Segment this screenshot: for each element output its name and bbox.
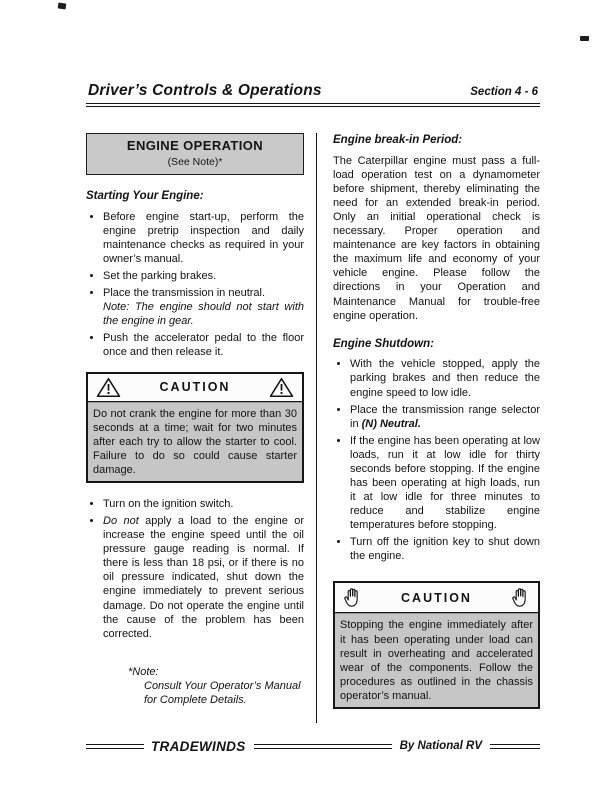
manufacturer-byline: By National RV [399, 740, 482, 753]
list-item [350, 535, 540, 563]
warning-triangle-icon [269, 377, 294, 398]
engine-shutdown-heading: Engine Shutdown: [333, 337, 434, 350]
list-item [103, 210, 304, 266]
brand-name: TRADEWINDS [151, 738, 246, 754]
list-item [103, 331, 304, 359]
footnote-label: *Note: [128, 665, 159, 678]
bullet-text: Place the transmission range selector in [350, 403, 540, 430]
footnote-text: Consult Your Operator’s Manual for Complete Details. [144, 679, 301, 706]
caution-body-text: Do not crank the engine for more than 30 seconds at a time; wait for two minutes after each try to allow the starter to cool. Failure to do so could cause starter damage. [88, 402, 302, 481]
engine-operation-title-box [86, 133, 304, 175]
stop-hand-icon [343, 586, 362, 609]
footer-rule [86, 744, 144, 749]
bullet-text: Turn on the ignition switch. [103, 497, 234, 510]
scan-artifact-mark [580, 36, 589, 41]
header-rule [86, 103, 540, 107]
bullet-note-text: Note: The engine should not start with the engine in gear. [103, 301, 304, 328]
warning-triangle-icon [96, 377, 121, 398]
footer-rule [254, 744, 392, 749]
list-item [103, 269, 304, 283]
bullet-emphasis-text: Do not [103, 515, 139, 528]
section-number: Section 4 - 6 [470, 86, 538, 98]
bullet-text: apply a load to the engine or increase the engine speed until the oil pressure gauge reading is normal. If there is less than 18 psi, or if there is no oil pressure indicated, shut down the engine immediately to prevent serious damage. Do not operate the engine until the cause of the problem has been corrected. [103, 515, 304, 640]
see-note-subheading: (See Note)* [167, 155, 223, 168]
caution-label: CAUTION [401, 590, 472, 605]
footnote-block [128, 665, 304, 707]
engine-breakin-heading: Engine break-in Period: [333, 134, 463, 146]
engine-breakin-paragraph: The Caterpillar engine must pass a full-load operation test on a dynamometer before shipment, thereby eliminating the need for an extended break-in period. Only an initial operational check is necessary. Proper operation and maintenance are key factors in obtaining the maximum life and economy of your vehicle engine. Please follow the directions in your Operation and Maintenance Manual for trouble-free engine operation. [333, 154, 540, 322]
caution-body-text: Stopping the engine immediately after it has been operating under load can result in overheating and accelerated wear of the components. Follow the procedures as outlined in the chassis operator’s manual. [335, 613, 538, 706]
bullet-text: Before engine start-up, perform the engine pretrip inspection and daily maintenance checks as required in your owner’s manual. [103, 210, 304, 266]
list-item [103, 514, 304, 641]
bullet-text: Set the parking brakes. [103, 270, 217, 283]
list-item [350, 434, 540, 533]
ignition-steps-list [88, 497, 304, 641]
list-item [103, 286, 304, 328]
list-item [350, 357, 540, 399]
bullet-text: Turn off the ignition key to shut down the engine. [350, 536, 540, 563]
bullet-text: With the vehicle stopped, apply the parking brakes and then reduce the engine speed to low idle. [350, 358, 540, 399]
scan-artifact-mark [58, 2, 67, 9]
bullet-text: Push the accelerator pedal to the floor once and then release it. [103, 332, 304, 359]
engine-operation-heading: ENGINE OPERATION [126, 138, 264, 153]
stop-hand-icon [511, 586, 530, 609]
caution-label: CAUTION [159, 380, 231, 395]
starting-steps-list [88, 210, 304, 360]
caution-header [88, 374, 302, 402]
list-item [350, 403, 540, 431]
shutdown-steps-list [335, 357, 540, 563]
page-title: Driver’s Controls & Operations [88, 82, 322, 99]
left-column [86, 133, 316, 723]
footer-rule [490, 744, 540, 749]
bullet-text: Place the transmission in neutral. [103, 287, 266, 300]
page-header [86, 82, 540, 107]
page-footer [86, 739, 540, 754]
bullet-emphasis-text: (N) Neutral. [361, 417, 421, 430]
caution-box-shutdown [333, 581, 540, 708]
two-column-body [86, 133, 540, 723]
right-column [316, 133, 540, 723]
bullet-text: If the engine has been operating at low loads, run it at low idle for thirty seconds before stopping. If the engine has been operating at high loads, run it at low idle for three minutes to reduce and stabilize engine temperatures before stopping. [350, 434, 540, 532]
caution-box-starter [86, 372, 304, 483]
list-item [103, 497, 304, 511]
starting-your-engine-heading: Starting Your Engine: [86, 190, 204, 203]
caution-header [335, 583, 538, 613]
